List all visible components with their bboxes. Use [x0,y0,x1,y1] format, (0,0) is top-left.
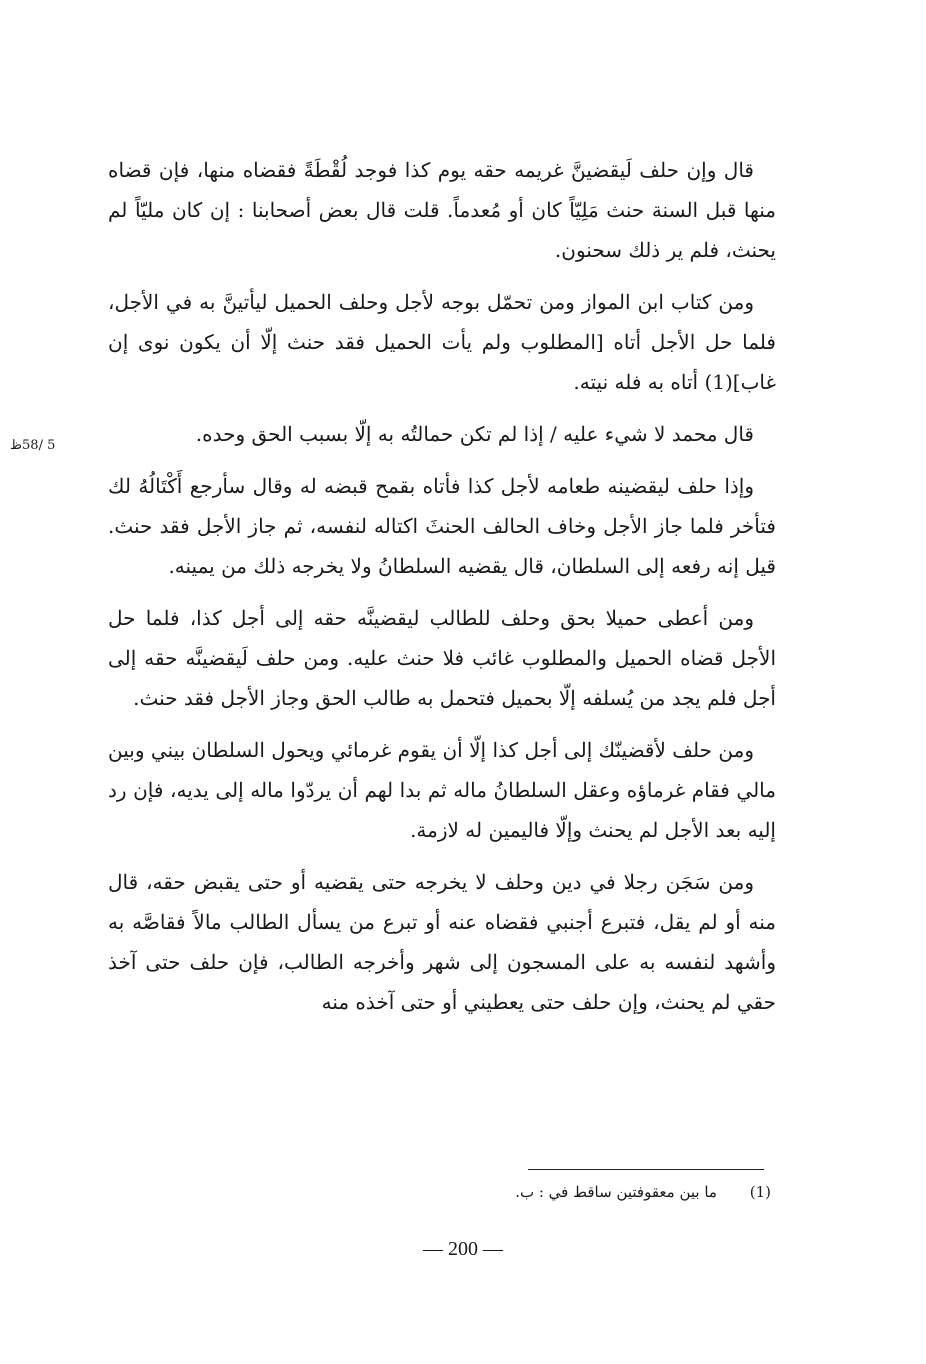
footnote-number: (1) [749,1183,771,1201]
footnote-text: ما بين معقوفتين ساقط في : ب. [515,1183,717,1201]
paragraph-3: قال محمد لا شيء عليه / إذا لم تكن حمالتُه به إلّا بسبب الحق وحده. [195,422,754,446]
paragraph-5: ومن أعطى حميلا بحق وحلف للطالب ليقضينَّه حقه إلى أجل كذا، فلما حل الأجل قضاه الحميل والمطلوب غائب فلا حنث عليه. ومن حلف لَيقضينَّه حقه إلى أجل فلم يجد من يُسلفه إلّا بحميل فتحمل به طالب الحق وجاز الأجل فقد حنث. [108,606,776,710]
margin-folio-note: 5 /58ظ [10,438,56,453]
page-number: — 200 — [423,1238,503,1260]
paragraph-4: وإذا حلف ليقضينه طعامه لأجل كذا فأتاه بقمح قبضه له وقال سأرجع أَكْتَالُهُ لك فتأخر فلما جاز الأجل وخاف الحالف الحنثَ اكتاله لنفسه، ثم جاز الأجل فقد حنث. قيل إنه رفعه إلى السلطان، قال يقضيه السلطانُ ولا يخرجه ذلك من يمينه. [108,474,776,578]
main-text [108,150,776,1034]
paragraph-2: ومن كتاب ابن المواز ومن تحمّل بوجه لأجل وحلف الحميل ليأتينَّ به في الأجل، فلما حل الأجل أتاه [المطلوب ولم يأت الحميل فقد حنث إلّا أن يكون نوى إن غاب](1) أتاه به فله نيته. [108,290,776,394]
paragraph-1: قال وإن حلف لَيقضينَّ غريمه حقه يوم كذا فوجد لُقْطَةً فقضاه منها، فإن قضاه منها قبل السنة حنث مَلِيّاً كان أو مُعدماً. قلت قال بعض أصحابنا : إن كان مليّاً لم يحنث، فلم ير ذلك سحنون. [108,158,776,262]
paragraph-7: ومن سَجَن رجلا في دين وحلف لا يخرجه حتى يقضيه أو حتى يقبض حقه، قال منه أو لم يقل، فتبرع أجنبي فقضاه عنه أو تبرع من يسأل الطالب مالاً فقاصَّه به وأشهد لنفسه به على المسجون إلى شهر وأخرجه الطالب، فإن حلف حتى آخذ حقي لم يحنث، وإن حلف حتى يعطيني أو حتى آخذه منه [108,870,776,1014]
footnote [300,1180,771,1204]
paragraph-6: ومن حلف لأقضينّك إلى أجل كذا إلّا أن يقوم غرمائي ويحول السلطان بيني وبين مالي فقام غرماؤه وعقل السلطانُ ماله ثم بدا لهم أن يردّوا ماله إلى يديه، فإن رد إليه بعد الأجل لم يحنث وإلّا فاليمين له لازمة. [108,738,776,842]
footnote-divider [528,1169,764,1170]
